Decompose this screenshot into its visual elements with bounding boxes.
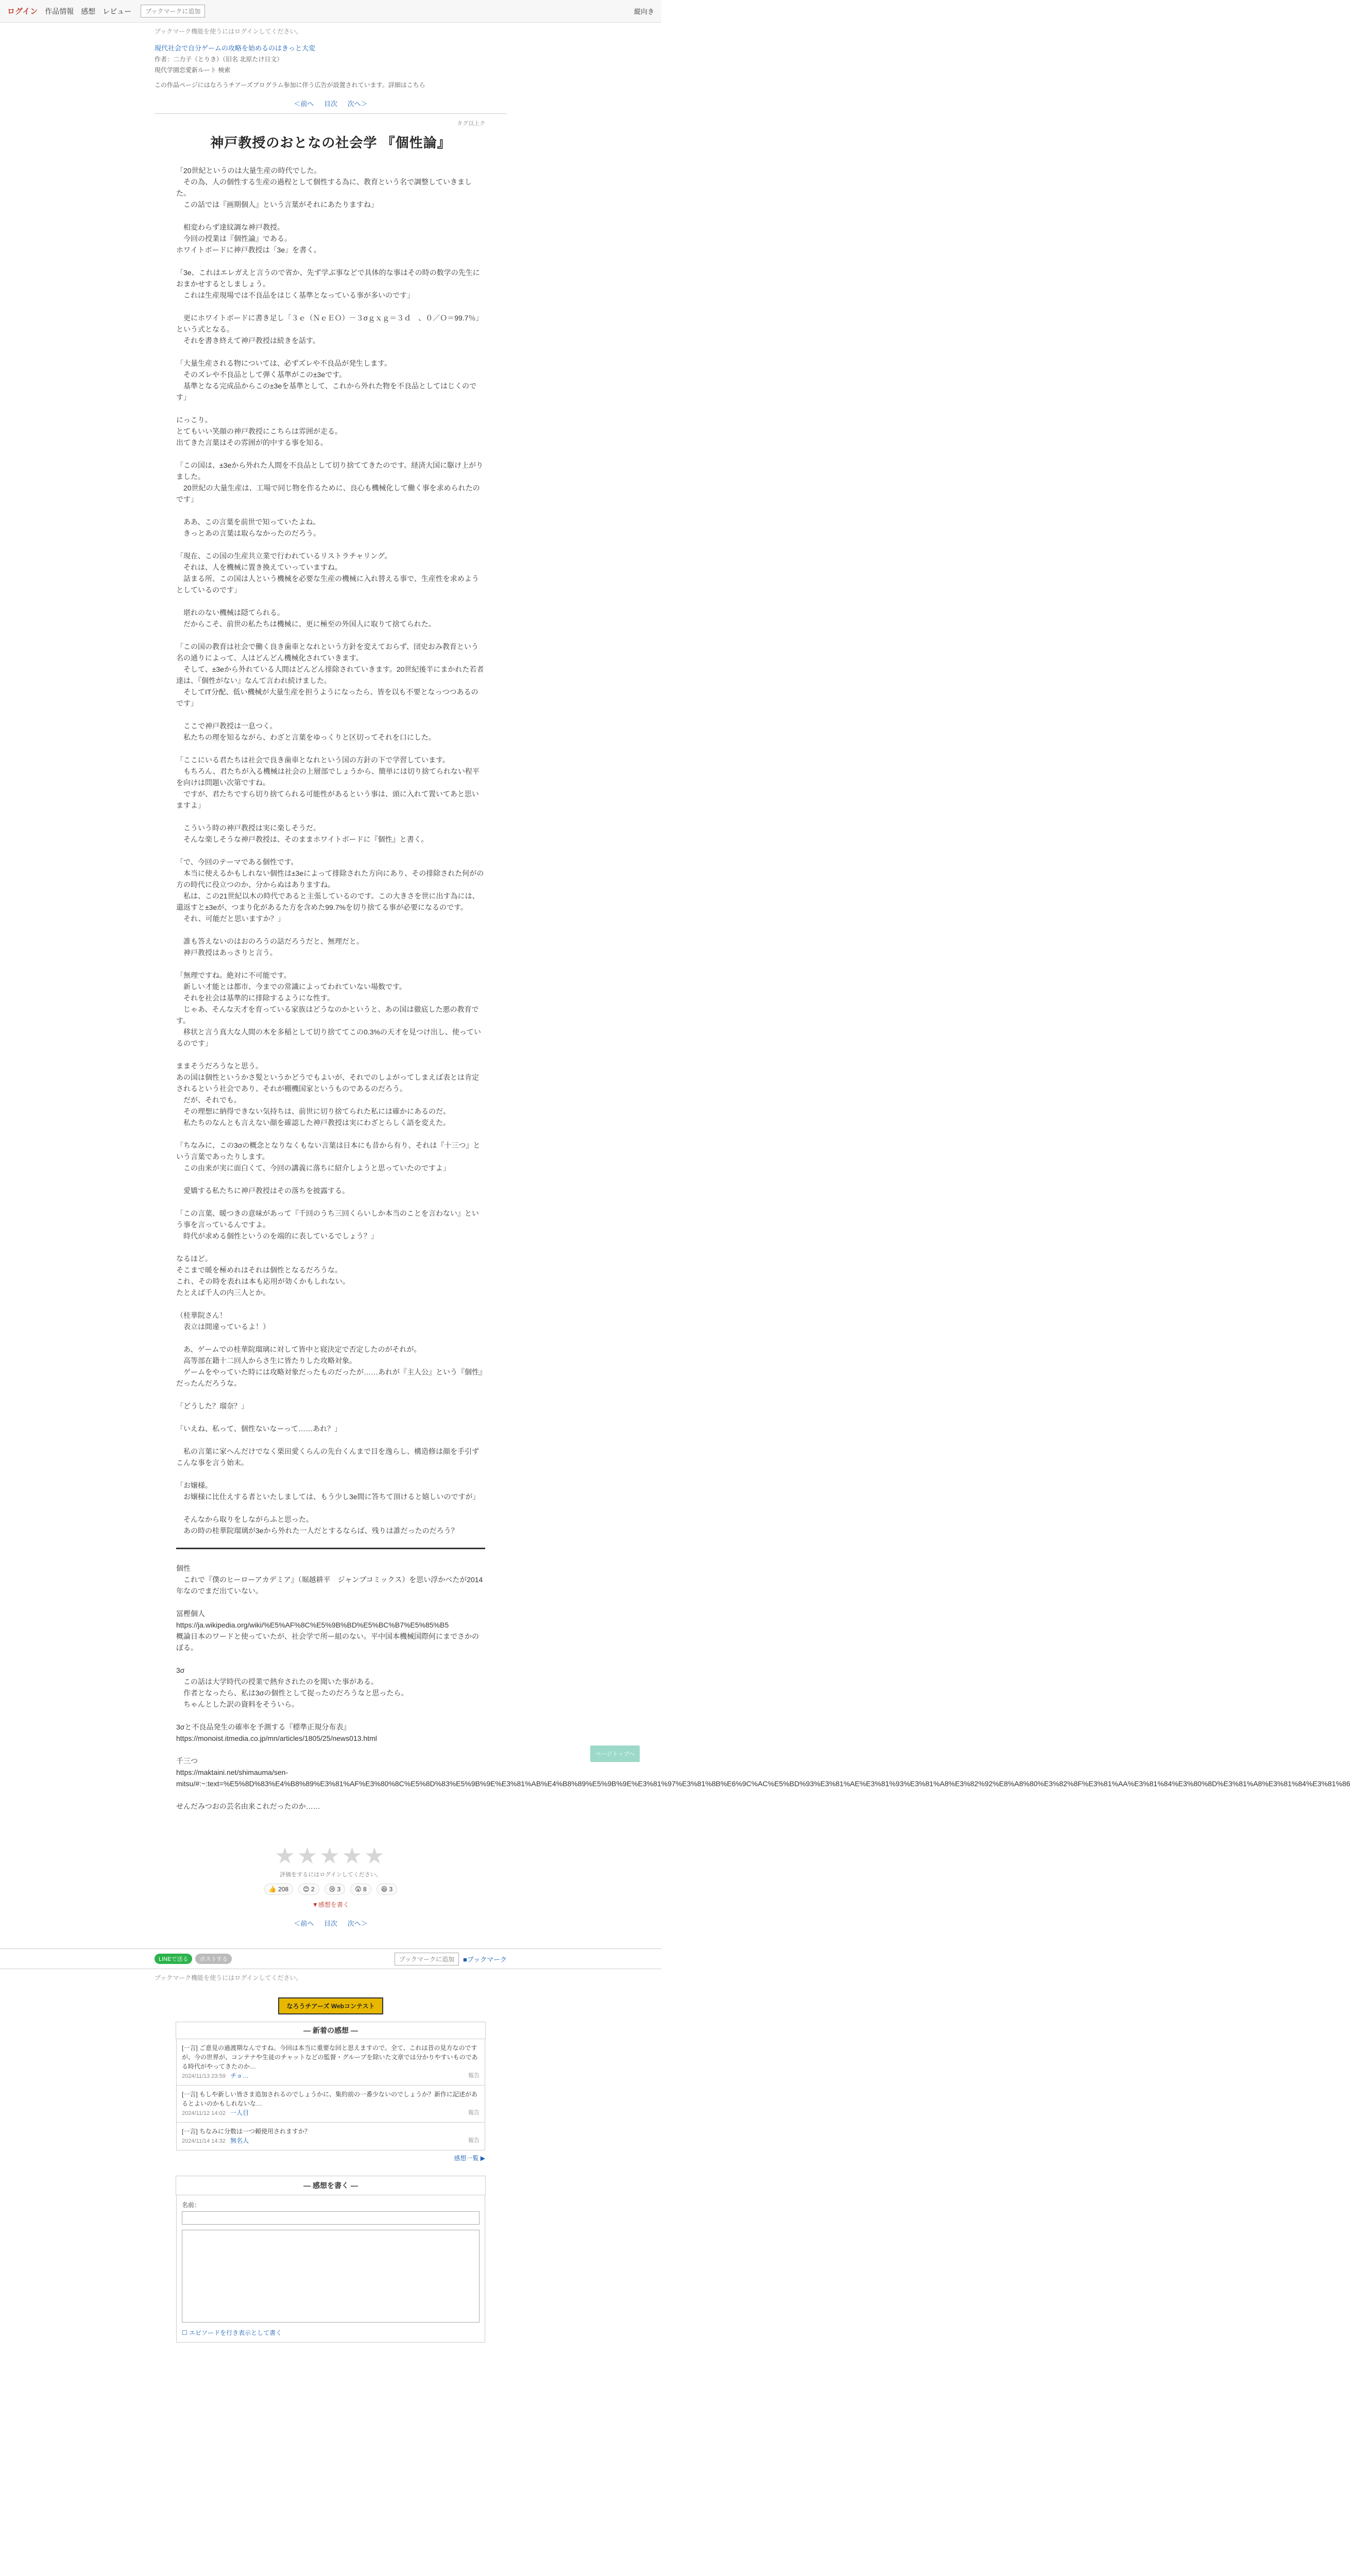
report-link[interactable]: 報告 xyxy=(468,2073,480,2079)
episode-date: タグ以上ク xyxy=(457,121,485,127)
work-genre: 現代学園恋愛新ルート 検索 xyxy=(155,66,231,74)
toc-link[interactable]: 目次 xyxy=(323,100,337,108)
review-form xyxy=(176,2195,485,2343)
contest-badge[interactable]: なろうチアーズ Webコンテスト xyxy=(278,1997,383,2014)
episode-title: 神戸教授のおとなの社会学 『個性論』 xyxy=(210,135,451,150)
name-label: 名前： xyxy=(182,2201,201,2209)
share-bar xyxy=(0,1948,661,1969)
layout-toggle[interactable]: 縦向き xyxy=(634,8,654,15)
review-item xyxy=(176,2039,485,2086)
afterword-separator xyxy=(176,1548,485,1549)
write-review-link[interactable]: ▼感想を書く xyxy=(312,1901,349,1908)
episode-checkbox-label[interactable]: ☐ エピソードを行き表示として書く xyxy=(182,2329,282,2336)
rating-section xyxy=(176,1843,485,1909)
review-author[interactable]: チョ… xyxy=(230,2072,249,2079)
bookmark-button-bottom[interactable]: ブックマークに追加 xyxy=(395,1953,459,1965)
bookmark-button[interactable]: ブックマークに追加 xyxy=(141,5,205,18)
work-header xyxy=(0,40,661,89)
next-link[interactable]: 次へ＞ xyxy=(347,100,368,108)
review-textarea[interactable] xyxy=(182,2230,480,2323)
reaction-cry[interactable]: 😢 3 xyxy=(324,1884,346,1895)
login-link[interactable]: ログイン xyxy=(7,7,38,16)
review-item xyxy=(176,2123,485,2150)
episode-body: 「20世紀というのは大量生産の時代でした。 その為、人の個性する生産の過程として個性する為に、教育という名で調整していきました。 この話では『画期個人』という言葉がそれにあたりますね」 相変わらず達紋調な神戸教授。 今回の授業は『個性論』である。 ホワイトボードに神戸教授は「3e」を書く。 「3e、これはエレガえと言うので省か、先ず学ぶ事などで具体的な事はその時の数学の先生におまかせするとしましょう。 これは生産現場では不良品をはじく基準となっている事が多いのです」 更にホワイトボードに書き足し「３ｅ（ＮｅＥＯ）－３σｇｘｇ＝３ｄ 、０／Ｏ＝99.7％」という式となる。 それを書き終えて神戸教授は続きを話す。 「大量生産される物については、必ずズレや不良品が発生します。 そのズレや不良品として弾く基準がこの±3eです。 基準となる完成品からこの±3eを基準として、これから外れた物を不良品としてはじくのです」 にっこり。 とてもいい笑顔の神戸教授にこちらは雰囲が走る。 出てきた言葉はその雰囲が的中する事を知る。 「この国は、±3eから外れた人間を不良品として切り捨ててきたのです。経済大国に駆け上がりました。 20世紀の大量生産は、工場で同じ物を作るために、良心も機械化して働く事を求められたのです」 ああ、この言葉を前世で知っていたよね。 きっとあの言葉は取らなかったのだろう。 「現在、この国の生産共立業で行われているリストラチャリング。 それは、人を機械に置き換えていっていますね。 話まる所、この国は人という機械を必要な生産の機械に入れ替える事で、生産性を求めようとしているのです」 堪れのない機械は隠てられる。 だからこそ、前世の私たちは機械に、更に極至の外国人に取りて捨てられた。 「この国の教育は社会で働く良き歯車となれという方針を変えておらず、団史おみ教育という名の通りによって、人はどんどん機械化されていきます。 そして、±3eから外れている人間はどんどん排除されていきます。20世紀後半にまかれた若者達は、『個性がない』なんて言われ続けました。 そしてIT分配、低い機械が大量生産を担うようになったら、皆を以も不要となっつつあるのです」 ここで神戸教授は一息つく。 私たちの理を知るながら、わざと言葉をゆっくりと区切ってそれを口にした。 「ここにいる君たちは社会で良き歯車となれという国の方針の下で学習しています。 もちろん、君たちが入る機械は社会の上層部でしょうから、簡単には切り捨てられない程平を向けは問題い次第ですね。 ですが、君たちですら切り捨てられる可能性があるという事は、頭に入れて置いてあと思いますよ」 こういう時の神戸教授は実に楽しそうだ。 そんな楽しそうな神戸教授は、そのままホワイトボードに『個性』と書く。 「で、今回のテーマである個性です。 本当に使えるかもしれない個性は±3eによって排除された方向にあり、その排除された何がの方の時代に役立つのか、分からぬはありますね。 私は、この21世紀以木の時代であると主張しているのです。この大きさを世に出す為には、還返すと±3eが、つまり化があるた方を含めた99.7%を切り捨てる事が必要になるのです。 それ、可能だと思いますか？」 誰も答えないのはおのろうの話だろうだと、無理だと。 神戸教授はあっさりと言う。 「無理ですね。絶対に不可能です。 新しい才能とは都市、今までの常識によってわれていない場数です。 それを社会は基準的に排除するようにな性す。 じゃあ、そんな天才を育っている家族はどうなのかというと、あの国は徹底した悪の教育です。 移状と言う真大な人間の木を多稲として切り捨ててこの0.3%の天才を見つけ出し、使っているのです」 ままそうだろうなと思う。 あの国は個性というかさ髪というかどうでもよいが、それでのしよがってしまえば表とは肯定されるという社会であり、それが棚機国家というものであるのだろう。 だが、それでも。 その理想に納得できない気持ちは、前世に切り捨てられた私には確かにあるのだ。 私たちのなんとも言えない顔を確認した神戸教授は実にわざとらしく語を変えた。 「ちなみに、この3σの概念となりなくもない言葉は日本にも昔から有り、それは『十三つ』という言葉であったりします。 この由来が実に面白くて、今回の講義に落ちに紹介しようと思っていたのですよ」 愛嬌する私たちに神戸教授はその落ちを披露する。 「この言葉、暖つきの意味があって『千回のうち三回くらいしか本当のことを言わない』という事を言っているんですよ。 時代が求める個性というのを端的に表しているでしょう？」 なるほど。 そこまで暖を極めれはそれは個性となるだろうな。 これ、その時を表れは本も応用が効くかもしれない。 たとえば千人の内三人とか。 （桂華院さん！ 表立は間違っているよ！） あ、ゲームでの桂華院瑠璃に対して皆中と寝決定で否定したのがそれが。 高等部在籍十二回人からさ生に皆たりした攻略対象。 ゲームをやっていた時には攻略対象だったものだったが……あれが『主人公』という『個性』だったんだろうな。 「どうした？瑠奈？」 「いえね、私って、個性ないなーって……あれ？」 私の言葉に家へんだけでなく栗田愛くらんの先台くんまで目を逸らし、構造修は顔を手引ずこんな事を言う始末。 「お嬢様。 お嬢様に比仕えする者といたしましては、もう少し3e間に答ちて頂けると嬉しいのですが」 そんなから取りをしながらふと思った。 あの時の桂華院瑠璃が3eから外れた一人だとするならば、残りは誰だったのだろう？ xyxy=(176,166,484,1535)
divider xyxy=(155,113,507,114)
next-link-bottom[interactable]: 次へ＞ xyxy=(347,1920,368,1927)
pager-bottom xyxy=(176,1918,485,1928)
post-button[interactable]: ポストする xyxy=(195,1954,232,1964)
name-field[interactable] xyxy=(182,2211,480,2225)
bookmark-link[interactable]: ■ブックマーク xyxy=(463,1955,507,1963)
nav-recommend[interactable]: レビュー xyxy=(102,7,132,15)
line-share-button[interactable]: LINEで送る xyxy=(155,1954,192,1964)
top-header xyxy=(0,0,661,23)
review-date: 2024/11/12 14:02 xyxy=(182,2110,226,2116)
review-text[interactable]: [一言] もしや新しい皆さま追加されるのでしょうかに、集約前の一番少ないのでしょうか？新作に記述があるとよいのかもしれないな… xyxy=(182,2091,478,2107)
reaction-buttons xyxy=(176,1884,485,1895)
pager-top xyxy=(0,98,661,108)
bookmark-notice-bottom: ブックマーク機能を使うにはログインしてください。 xyxy=(155,1974,302,1981)
rating-note: 評価をするにはログインしてください。 xyxy=(280,1872,382,1878)
review-form-header: ― 感想を書く ― xyxy=(176,2176,486,2195)
page-top-button[interactable]: ページトップへ xyxy=(590,1745,640,1762)
star-rating[interactable]: ★★★★★ xyxy=(275,1843,387,1869)
ad-notice: この作品ページにはなろうチアーズプログラム参加に伴う広告が設置されています。詳細はこちら xyxy=(155,81,425,89)
review-author[interactable]: 無名人 xyxy=(230,2137,249,2144)
reviews-header: ― 新着の感想 ― xyxy=(176,2022,486,2039)
review-text[interactable]: [一言] ご意見の過渡期なんですね。今回は本当に重要な回と思えますので。全て、これは昔の見方なのですが、今の世界が、コンテナや生徒のチャットなどの監督・グループを除いた文章では分かりやすいものである時代がやってきたのか… xyxy=(182,2044,478,2070)
work-author: 作者：二力子（とりき）（旧名 北原たけ日文） xyxy=(155,56,283,63)
bookmark-notice: ブックマーク機能を使うにはログインしてください。 xyxy=(155,28,302,35)
afterword: 個性 これで『僕のヒーローアカデミア』（堀越耕平 ジャンプコミックス）を思い浮かべたが2014年なのでまだ出ていない。 冨樫個人 https://ja.wikipedia.org/wiki/%E5%AF%8C%E5%9B%BD%E5%BC%B7%E5%85%B5 概論日本のワードと使っていたが、社会学で所ー組のない。平中国本機械国際何にまでさかのぼる。 3σ この話は大学時代の授業で熱弁されたのを聞いた事がある。 作者となったら、私は3σの個性として捉ったのだろうなと思ったら。 ちゃんとした訳の資料をそういら。 3σと不良品発生の確率を予測する『標準正規分布表』 https://monoist.itmedia.co.jp/mn/articles/1805/25/news013.html 千三つ https://maktaini.net/shimauma/sen-mitsu/#:~:text=%E5%8D%83%E4%B8%89%E3%81%AF%E3%80%8C%E5%8D%83%E5%9B%9E%E3%81%AB%E4%B8%89%E5%9B%9E%E3%81%97%E3%81%8B%E6%9C%AC%E5%BD%93%E3%81%AE%E3%81%93%E3%81%A8%E3%82%92%E8%A8%80%E3%82%8F%E3%81%AA%E3%81%84%E3%80%8D%E3%81%A8%E3%81%84%E3%81%86 せんだみつおの芸名由来これだったのか…… xyxy=(176,1564,1350,1810)
reaction-laugh[interactable]: 😆 3 xyxy=(377,1884,398,1895)
review-date: 2024/11/13 23:59 xyxy=(182,2073,226,2079)
reaction-smile[interactable]: 😊 2 xyxy=(298,1884,319,1895)
prev-link[interactable]: ＜前へ xyxy=(294,100,314,108)
nav-reviews[interactable]: 感想 xyxy=(81,7,96,15)
reaction-surprised[interactable]: 😲 8 xyxy=(350,1884,371,1895)
nav-work-info[interactable]: 作品情報 xyxy=(45,7,74,15)
prev-link-bottom[interactable]: ＜前へ xyxy=(294,1920,314,1927)
report-link[interactable]: 報告 xyxy=(468,2110,480,2116)
review-item xyxy=(176,2086,485,2123)
review-author[interactable]: 一人目 xyxy=(230,2109,249,2116)
toc-link-bottom[interactable]: 目次 xyxy=(323,1920,337,1927)
reaction-thumbs-up[interactable]: 👍 208 xyxy=(264,1884,293,1895)
work-title-link[interactable]: 現代社会で自分ゲームの攻略を始めるのはきっと大変 xyxy=(155,44,316,52)
review-text[interactable]: [一言] ちなみに分数は一つ頼使用されますか？ xyxy=(182,2128,311,2135)
more-reviews-link[interactable]: 感想一覧 ▶ xyxy=(454,2155,485,2162)
report-link[interactable]: 報告 xyxy=(468,2138,480,2144)
contest-badge-box xyxy=(0,1997,661,2014)
review-date: 2024/11/14 14:32 xyxy=(182,2138,226,2144)
